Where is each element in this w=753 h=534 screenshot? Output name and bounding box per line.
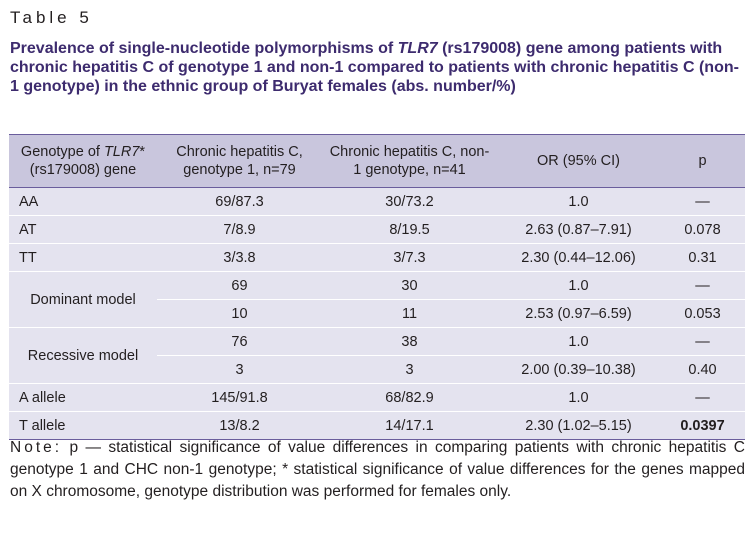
cell-or: 1.0 [497,328,660,356]
cell-non1: 30/73.2 [322,188,497,216]
cell-p: — [660,272,745,300]
table-row-dominant-1 [9,272,745,300]
caption-part2: (rs179008) gene among patients with chronic hepatitis C of genotype 1 and non-1 compared to patients with chronic hepatitis C (non-1 genotype) in the ethnic group of Buryat females (abs. number/%) [10,40,739,95]
cell-p-significant: 0.0397 [660,412,745,440]
table-note [10,437,745,503]
cell-or: 2.53 (0.97–6.59) [497,300,660,328]
cell-non1: 30 [322,272,497,300]
table-label: Table 5 [10,8,93,27]
table-row [9,216,745,244]
row-label: AA [9,188,157,216]
cell-genotype1: 3/3.8 [157,244,322,272]
header-odds-ratio: OR (95% CI) [497,135,660,188]
table-row [9,384,745,412]
cell-genotype1: 69/87.3 [157,188,322,216]
table-row [9,188,745,216]
row-label: T allele [9,412,157,440]
recessive-model-label: Recessive model [9,328,157,384]
cell-genotype1: 10 [157,300,322,328]
cell-non1: 3 [322,356,497,384]
caption-gene: TLR7 [397,40,438,57]
note-lead: Note: [10,439,63,456]
cell-or: 1.0 [497,188,660,216]
cell-genotype1: 13/8.2 [157,412,322,440]
cell-non1: 3/7.3 [322,244,497,272]
table-header-row [9,135,745,188]
row-label: TT [9,244,157,272]
cell-p: — [660,188,745,216]
header-non1-genotype: Chronic hepatitis C, non-1 genotype, n=41 [322,135,497,188]
cell-or: 2.30 (1.02–5.15) [497,412,660,440]
table-caption [10,39,745,96]
cell-or: 1.0 [497,384,660,412]
cell-genotype1: 7/8.9 [157,216,322,244]
cell-non1: 68/82.9 [322,384,497,412]
table-row [9,244,745,272]
row-label: AT [9,216,157,244]
cell-p: — [660,384,745,412]
note-text: p — statistical significance of value differences in comparing patients with chronic hepatitis C genotype 1 and CHC non-1 genotype; * statistical significance of value differences for the genes mapped on X chromosome, genotype distribution was performed for females only. [10,439,745,500]
cell-p: 0.053 [660,300,745,328]
table-row-recessive-1 [9,328,745,356]
cell-or: 2.30 (0.44–12.06) [497,244,660,272]
caption-part1: Prevalence of single-nucleotide polymorphisms of [10,40,398,57]
cell-p: 0.31 [660,244,745,272]
cell-genotype1: 145/91.8 [157,384,322,412]
cell-p: 0.40 [660,356,745,384]
dominant-model-label: Dominant model [9,272,157,328]
header-genotype [9,135,157,188]
table-row [9,412,745,440]
header-genotype-gene: TLR7 [103,144,140,160]
results-table [9,134,745,440]
header-genotype1: Chronic hepatitis C, genotype 1, n=79 [157,135,322,188]
cell-or: 2.00 (0.39–10.38) [497,356,660,384]
header-genotype-suffix: * (rs179008) gene [29,144,146,178]
cell-p: 0.078 [660,216,745,244]
cell-genotype1: 3 [157,356,322,384]
cell-non1: 38 [322,328,497,356]
cell-non1: 8/19.5 [322,216,497,244]
cell-p: — [660,328,745,356]
row-label: A allele [9,384,157,412]
cell-genotype1: 76 [157,328,322,356]
cell-or: 2.63 (0.87–7.91) [497,216,660,244]
cell-non1: 14/17.1 [322,412,497,440]
header-genotype-prefix: Genotype of [20,144,104,160]
header-p-value: p [660,135,745,188]
cell-non1: 11 [322,300,497,328]
cell-or: 1.0 [497,272,660,300]
cell-genotype1: 69 [157,272,322,300]
